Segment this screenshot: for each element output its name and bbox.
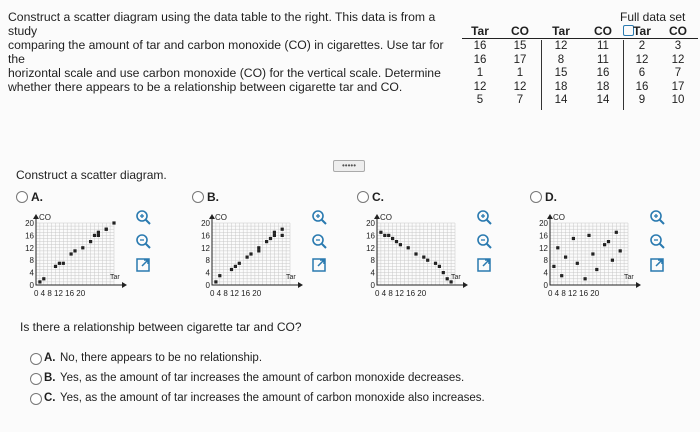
data-point [230,268,233,271]
table-cell: 6 [638,67,646,79]
data-point [73,249,76,252]
data-point [257,246,260,249]
data-point [595,268,598,271]
option-letter: A. [31,190,43,204]
zoom-out-icon[interactable] [475,232,493,250]
data-point [249,252,252,255]
y-axis-label: CO [39,213,51,222]
y-tick-label: 16 [201,231,210,241]
table-cell: 11 [597,40,609,52]
table-cell: 2 [638,40,646,52]
table-cell: 16 [473,53,487,66]
y-tick-label: 20 [201,219,210,228]
x-axis-arrow [298,282,303,288]
x-axis-arrow [636,282,641,288]
x-axis-label: Tar [624,274,634,281]
option-letter: B. [207,190,219,204]
y-axis-label: CO [380,213,392,222]
zoom-in-icon[interactable] [648,208,666,226]
expand-icon[interactable] [648,256,666,274]
y-axis-label: CO [553,213,565,222]
full-data-set-label: Full data set [620,10,686,24]
data-point [218,274,221,277]
table-cell: 12 [671,53,685,66]
data-point [395,240,398,243]
data-point [246,256,249,259]
table-cell: 16 [473,40,487,52]
data-point [54,265,57,268]
table-cell: 3 [674,40,682,52]
data-point [576,262,579,265]
y-tick-label: 0 [543,281,548,290]
option-letter: D. [545,190,557,204]
y-tick-label: 12 [201,243,210,253]
y-axis-label: CO [215,213,227,222]
data-point [97,234,100,237]
data-point [591,252,594,255]
y-tick-label: 16 [366,231,375,241]
radio-button[interactable] [192,191,204,203]
expand-icon[interactable] [475,256,493,274]
radio-button[interactable] [530,191,542,203]
data-point [273,231,276,234]
y-tick-label: 4 [543,268,548,278]
y-tick-label: 8 [29,256,34,266]
zoom-out-icon[interactable] [310,232,328,250]
answer-text: Yes, as the amount of tar increases the amount of carbon monoxide decreases. [60,372,465,384]
data-point [38,280,41,283]
prompt-line: Construct a scatter diagram using the data table to the right. This data is from a study [8,10,436,38]
data-point [426,259,429,262]
y-tick-label: 0 [29,281,34,290]
table-cell: 1 [476,67,484,79]
table-cell: 12 [513,80,527,93]
data-point [265,240,268,243]
table-header: Tar [552,24,570,38]
answer-text: No, there appears to be no relationship. [60,352,263,364]
data-point [446,277,449,280]
data-point [105,228,108,231]
radio-button[interactable] [30,353,42,365]
y-tick-label: 12 [366,243,375,253]
zoom-out-icon[interactable] [134,232,152,250]
zoom-in-icon[interactable] [475,208,493,226]
data-point [438,265,441,268]
y-tick-label: 12 [25,243,34,253]
table-header: CO [594,24,612,38]
y-tick-label: 16 [539,231,548,241]
y-tick-label: 4 [29,268,34,278]
expand-icon[interactable] [310,256,328,274]
x-axis-label: Tar [286,274,296,281]
data-point [399,243,402,246]
table-cell: 12 [635,53,649,66]
data-point [619,249,622,252]
data-point [611,259,614,262]
table-header: Tar [471,24,489,38]
question-2: Is there a relationship between cigarette tar and CO? [20,320,302,334]
table-cell: 14 [554,94,568,106]
data-point [387,234,390,237]
x-axis-label: Tar [110,274,120,281]
data-point [391,237,394,240]
x-axis-label: Tar [451,274,461,281]
x-tick-label: 0 4 8 12 16 20 [34,289,86,298]
table-cell: 18 [596,80,610,93]
data-point [42,277,45,280]
x-tick-label: 0 4 8 12 16 20 [375,289,427,298]
table-header: CO [511,24,529,38]
data-point [273,234,276,237]
data-point [257,249,260,252]
data-point [238,262,241,265]
table-cell: 1 [516,67,524,79]
table-cell: 12 [473,80,487,93]
table-cell: 7 [674,67,682,79]
y-tick-label: 0 [370,281,375,290]
y-tick-label: 8 [543,256,548,266]
y-tick-label: 0 [205,281,210,290]
zoom-in-icon[interactable] [134,208,152,226]
data-point [572,237,575,240]
data-point [234,265,237,268]
table-cell: 9 [638,94,646,106]
answer-letter: C. [44,392,56,404]
data-point [603,243,606,246]
answer-letter: B. [44,372,56,384]
table-cell: 11 [597,53,609,66]
y-tick-label: 8 [205,256,210,266]
data-point [81,246,84,249]
y-tick-label: 20 [366,219,375,228]
radio-button[interactable] [30,373,42,385]
radio-button[interactable] [30,393,42,405]
table-cell: 17 [671,80,685,93]
table-divider [462,38,698,39]
y-tick-label: 4 [370,268,375,278]
table-cell: 12 [554,40,568,52]
data-point [556,246,559,249]
data-point [93,234,96,237]
data-point [97,231,100,234]
data-point [564,256,567,259]
table-cell: 15 [513,40,527,52]
data-point [587,234,590,237]
data-point [379,231,382,234]
y-tick-label: 20 [539,219,548,228]
question-prompt [8,10,458,94]
data-point [383,234,386,237]
data-point [112,221,115,224]
zoom-in-icon[interactable] [310,208,328,226]
section-label: Construct a scatter diagram. [16,168,167,182]
data-point [70,252,73,255]
data-point [62,262,65,265]
table-cell: 15 [554,67,568,79]
data-point [584,277,587,280]
data-point [214,280,217,283]
data-point [434,262,437,265]
prompt-line: whether there appears to be a relationship between cigarette tar and CO. [8,80,403,94]
column-separator [541,40,542,110]
data-point [269,237,272,240]
table-header: CO [669,24,687,38]
y-tick-label: 16 [25,231,34,241]
answer-letter: A. [44,352,56,364]
table-cell: 14 [596,94,610,106]
prompt-line: comparing the amount of tar and carbon monoxide (CO) in cigarettes. Use tar for the [8,38,444,66]
data-point [615,231,618,234]
option-letter: C. [372,190,384,204]
x-tick-label: 0 4 8 12 16 20 [548,289,600,298]
table-cell: 16 [596,67,610,79]
expand-icon[interactable] [134,256,152,274]
data-point [58,262,61,265]
table-cell: 7 [516,94,524,106]
answer-text: Yes, as the amount of tar increases the amount of carbon monoxide also increases. [60,392,485,404]
data-point [414,252,417,255]
data-point [552,265,555,268]
y-tick-label: 4 [205,268,210,278]
table-cell: 16 [635,80,649,93]
prompt-line: horizontal scale and use carbon monoxide (CO) for the vertical scale. Determine [8,66,441,80]
x-axis-arrow [122,282,127,288]
y-tick-label: 12 [539,243,548,253]
data-point [407,246,410,249]
table-cell: 10 [671,94,685,106]
data-point [422,256,425,259]
data-point [89,240,92,243]
table-cell: 8 [557,53,565,66]
table-header: Tar [633,24,651,38]
y-tick-label: 20 [25,219,34,228]
table-cell: 5 [476,94,484,106]
table-cell: 17 [513,53,527,66]
x-tick-label: 0 4 8 12 16 20 [210,289,262,298]
data-point [281,234,284,237]
radio-button[interactable] [357,191,369,203]
y-tick-label: 8 [370,256,375,266]
radio-button[interactable] [16,191,28,203]
data-point [281,228,284,231]
data-point [560,274,563,277]
more-button[interactable]: ••••• [333,160,365,172]
zoom-out-icon[interactable] [648,232,666,250]
data-point [607,240,610,243]
table-cell: 18 [554,80,568,93]
data-point [442,271,445,274]
x-axis-arrow [463,282,468,288]
